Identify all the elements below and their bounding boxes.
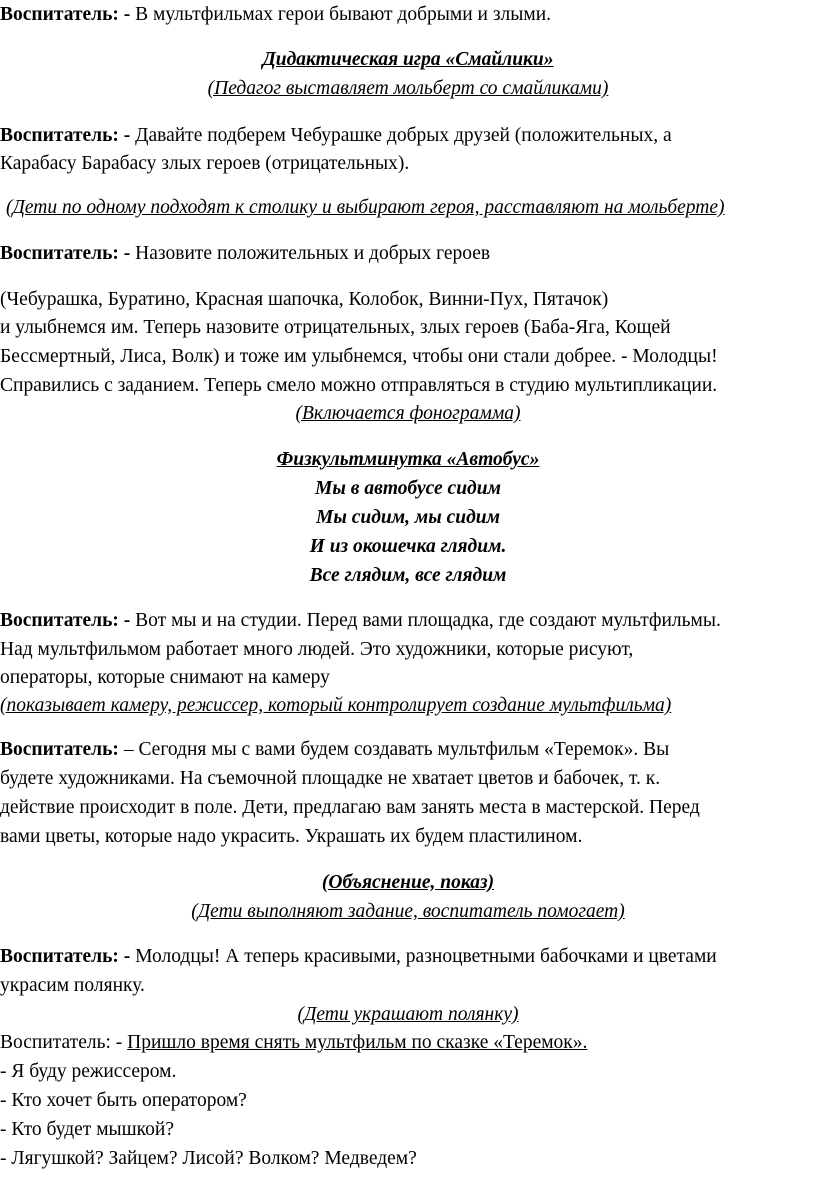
paragraph-line: Справились с заданием. Теперь смело можно отправляться в студию мультипликации. [0, 375, 718, 396]
poem-line: И из окошечка глядим. [309, 536, 507, 557]
paragraph-line [0, 736, 669, 764]
poem-line: Мы в автобусе сидим [315, 478, 501, 499]
paragraph-line: (Чебурашка, Буратино, Красная шапочка, Колобок, Винни-Пух, Пятачок) [0, 289, 609, 310]
paragraph-line [0, 240, 490, 268]
paragraph-line: операторы, которые снимают на камеру [0, 667, 330, 688]
paragraph-line: вами цветы, которые надо украсить. Украшать их будем пластилином. [0, 826, 583, 847]
paragraph-line: украсим полянку. [0, 975, 145, 996]
speaker-label: Воспитатель: - [0, 610, 136, 631]
paragraph-line [0, 122, 672, 150]
paragraph-line: Карабасу Барабасу злых героев (отрицательных). [0, 153, 410, 174]
paragraph-line: и улыбнемся им. Теперь назовите отрицательных, злых героев (Баба-Яга, Кощей [0, 317, 671, 338]
speaker-label: Воспитатель: - [0, 4, 136, 25]
paragraph-text: В мультфильмах герои бывают добрыми и злыми. [135, 4, 552, 25]
paragraph-line [0, 943, 717, 971]
dialogue-line: - Я буду режиссером. [0, 1061, 177, 1082]
paragraph-line: действие происходит в поле. Дети, предлагаю вам занять места в мастерской. Перед [0, 797, 700, 818]
speaker-label: Воспитатель: - [0, 946, 136, 967]
speaker-label: Воспитатель: - [0, 243, 136, 264]
stage-direction: (Включается фонограмма) [295, 403, 521, 424]
paragraph-text: – Сегодня мы с вами будем создавать мультфильм «Теремок». Вы [123, 739, 670, 760]
paragraph-text: Вот мы и на студии. Перед вами площадка, где создают мультфильмы. [135, 610, 721, 631]
paragraph-text: Давайте подберем Чебурашке добрых друзей (положительных, а [135, 125, 672, 146]
poem-line: Мы сидим, мы сидим [315, 507, 500, 528]
exercise-title: Физкультминутка «Автобус» [276, 449, 540, 470]
paragraph-line: Бессмертный, Лиса, Волк) и тоже им улыбнемся, чтобы они стали добрее. - Молодцы! [0, 346, 718, 367]
stage-direction: (Дети выполняют задание, воспитатель помогает) [191, 901, 625, 922]
dialogue-line: - Кто будет мышкой? [0, 1119, 174, 1140]
speaker-label: Воспитатель: - [0, 1032, 128, 1053]
paragraph-line: Над мультфильмом работает много людей. Это художники, которые рисуют, [0, 639, 634, 660]
dialogue-line: - Лягушкой? Зайцем? Лисой? Волком? Медведем? [0, 1148, 417, 1169]
speaker-label: Воспитатель: [0, 739, 124, 760]
stage-direction: (Дети по одному подходят к столику и выбирают героя, расставляют на мольберте) [6, 197, 725, 218]
game-title: Дидактическая игра «Смайлики» [262, 49, 554, 70]
stage-direction: (показывает камеру, режиссер, который контролирует создание мультфильма) [0, 695, 672, 716]
paragraph-text: Назовите положительных и добрых героев [135, 243, 491, 264]
paragraph-line [0, 1, 551, 29]
speaker-label: Воспитатель: - [0, 125, 136, 146]
paragraph-text: Молодцы! А теперь красивыми, разноцветными бабочками и цветами [135, 946, 717, 967]
paragraph-line [0, 1029, 587, 1057]
paragraph-text: Пришло время снять мультфильм по сказке «Теремок». [127, 1032, 588, 1053]
stage-direction: (Дети украшают полянку) [297, 1004, 519, 1025]
paragraph-line: будете художниками. На съемочной площадке не хватает цветов и бабочек, т. к. [0, 768, 661, 789]
poem-line: Все глядим, все глядим [309, 565, 507, 586]
paragraph-line [0, 607, 721, 635]
dialogue-line: - Кто хочет быть оператором? [0, 1090, 247, 1111]
stage-direction: (Педагог выставляет мольберт со смайликами) [207, 78, 609, 99]
stage-direction: (Объяснение, показ) [321, 872, 495, 893]
